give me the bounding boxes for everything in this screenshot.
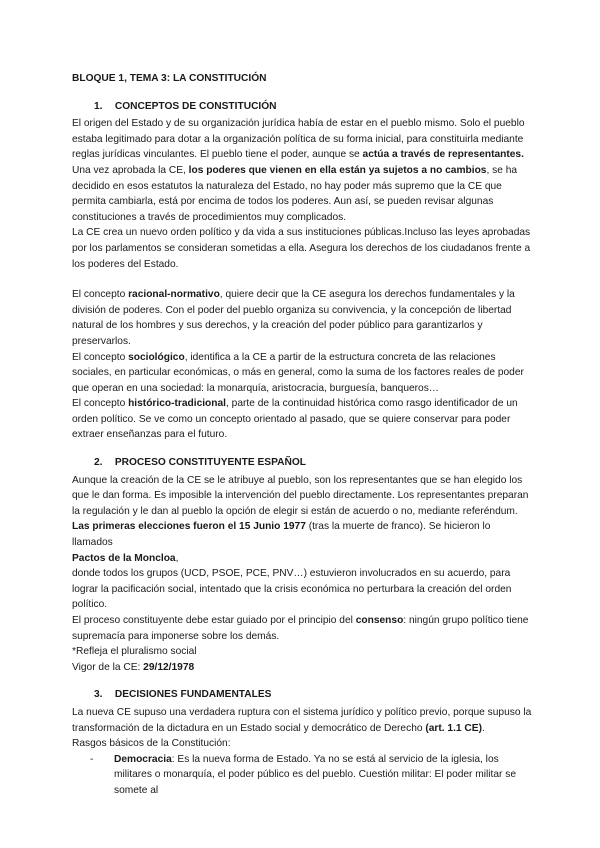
paragraph bbox=[72, 613, 532, 644]
section-title: CONCEPTOS DE CONSTITUCIÓN bbox=[114, 100, 277, 112]
paragraph: donde todos los grupos (UCD, PSOE, PCE, PNV…) estuvieron involucrados en su acuerdo, para lograr la pacificación social, intentado que la crisis económica no perturbara la creación del orden político. bbox=[72, 568, 512, 611]
section-2-heading bbox=[94, 455, 532, 471]
section-title: DECISIONES FUNDAMENTALES bbox=[114, 689, 272, 701]
bold-text: Las primeras elecciones fueron el 15 Junio 1977 bbox=[72, 521, 306, 533]
section-number: 1. bbox=[94, 100, 103, 112]
text-run: El proceso constituyente debe estar guiado por el principio del bbox=[72, 615, 356, 626]
document-content bbox=[72, 71, 532, 799]
paragraph bbox=[72, 519, 532, 566]
text-run: El concepto bbox=[72, 351, 129, 363]
text-run: La nueva CE supuso una verdadera ruptura con el sistema jurídico y político previo, porque supuso la transformación de la dictadura en un Estado social y democrático de Derecho bbox=[72, 706, 532, 734]
text-run: El concepto bbox=[72, 289, 129, 301]
bold-text: consenso bbox=[355, 615, 404, 626]
paragraph bbox=[72, 705, 532, 736]
text-run: , parte de la continuidad histórica como rasgo identificador de un orden político. Se ve como un concepto orientado al pasado, que se quiere conservar para poder extraer enseñanzas para el futuro. bbox=[72, 398, 518, 441]
text-run: Una vez aprobada la CE, bbox=[72, 164, 189, 176]
text-run: , identifica a la CE a partir de la estructura concreta de las relaciones sociales, en particular económicas, o más en general, como la suma de los factores reales de poder que operan en una sociedad: la monarquía, aristocracia, burguesía, banqueros… bbox=[72, 351, 524, 394]
section-number: 2. bbox=[94, 457, 103, 469]
bold-text: Democracia bbox=[114, 753, 172, 765]
bold-text: actúa a través de representantes. bbox=[362, 149, 524, 161]
paragraph-gap bbox=[72, 272, 532, 287]
bullet-dash: - bbox=[90, 753, 94, 765]
paragraph: Rasgos básicos de la Constitución: bbox=[72, 738, 231, 750]
paragraph: *Refleja el pluralismo social bbox=[72, 646, 197, 658]
paragraph bbox=[72, 287, 532, 349]
paragraph: La CE crea un nuevo orden político y da vida a sus instituciones públicas.Incluso las leyes aprobadas por los parlamentos se consideran sometidas a ella. Asegura los derechos de los ciudadanos frente a los poderes del Estado. bbox=[72, 227, 531, 270]
section-title: PROCESO CONSTITUYENTE ESPAÑOL bbox=[114, 457, 306, 469]
bullet-item bbox=[90, 752, 532, 799]
text-run: : ningún grupo político tiene supremacía para imponerse sobre los demás. bbox=[72, 615, 529, 642]
text-run: , bbox=[175, 552, 179, 564]
paragraph bbox=[72, 350, 532, 397]
bold-text: los poderes que vienen en ella están ya sujetos a no cambios bbox=[188, 164, 487, 176]
paragraph bbox=[72, 116, 532, 225]
paragraph: Aunque la creación de la CE se le atribuye al pueblo, son los representantes que se han elegido los que le dan forma. Es imposible la intervención del pueblo directamente. Los representantes preparan la regulación y le dan al pueblo la opción de elegir si están de acuerdo o no, mediante referéndum. bbox=[72, 474, 529, 517]
bold-text: sociológico bbox=[128, 351, 185, 363]
paragraph bbox=[72, 396, 532, 443]
text-run: Vigor de la CE: bbox=[72, 661, 144, 673]
bold-text: (art. 1.1 CE) bbox=[425, 722, 482, 734]
bold-text: Pactos de la Moncloa bbox=[72, 552, 176, 564]
paragraph bbox=[72, 660, 532, 676]
bold-text: histórico-tradicional bbox=[128, 398, 227, 410]
text-run: (tras la muerte de franco). Se hicieron lo llamados bbox=[72, 521, 491, 549]
bullet-text bbox=[114, 752, 532, 799]
bold-text: racional-normativo bbox=[128, 289, 220, 301]
text-run: : Es la nueva forma de Estado. Ya no se está al servicio de la iglesia, los militares o monarquía, el poder público es del pueblo. Cuestión militar: El poder militar se somete al bbox=[114, 753, 517, 796]
document-title: BLOQUE 1, TEMA 3: LA CONSTITUCIÓN bbox=[72, 73, 267, 84]
text-run: , se ha decidido en esos estatutos la naturaleza del Estado, no hay poder más supremo que la CE que permita cambiarla, está por encima de todos los poderes. Aun así, se pueden revisar algunas constituciones a través de procedimientos muy complicados. bbox=[72, 164, 518, 223]
text-run: , quiere decir que la CE asegura los derechos fundamentales y la división de poderes. Con el poder del pueblo organiza su convivencia, y la concepción de libertad natural de los hombres y sus derechos, y la creación del poder público para garantizarlos y preservarlos. bbox=[72, 289, 515, 347]
bold-text: 29/12/1978 bbox=[143, 661, 195, 673]
section-3-heading bbox=[94, 687, 532, 703]
text-run: El concepto bbox=[72, 398, 129, 410]
text-run: . bbox=[481, 722, 485, 734]
section-number: 3. bbox=[94, 689, 103, 701]
text-run: El origen del Estado y de su organización jurídica había de estar en el pueblo mismo. Solo el pueblo estaba legitimado para dotar a la organización política de su forma inicial, para constituirla mediante reglas jurídicas vinculantes. El pueblo tiene el poder, aunque se bbox=[72, 118, 525, 161]
section-1-heading bbox=[94, 99, 532, 115]
